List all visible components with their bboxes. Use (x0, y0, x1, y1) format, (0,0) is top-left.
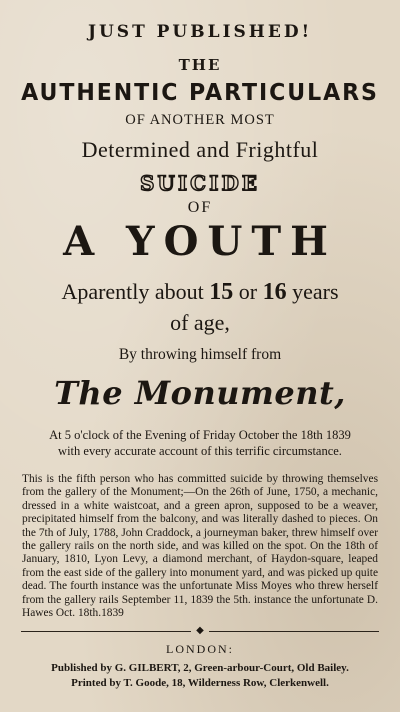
of-label: OF (187, 199, 213, 216)
age-number-16: 16 (262, 279, 287, 305)
imprint-published-by: Published by G. GILBERT, 2, Green-arbour-Court, Old Bailey. (51, 662, 349, 675)
divider-ornament-icon: ◆ (196, 625, 204, 637)
body-paragraph: This is the fifth person who has committed suicide by throwing themselves from the gallery of the Monument;—On the 26th of June, 1750, a mechanic, dressed in a white waistcoat, and a green apron, supposed to be a weaver, precipitated himself from the balcony, and was literally dashed to pieces. On the 7th of July, 1788, John Craddock, a journeyman baker, threw himself over the gallery rails on the north side, and was killed on the spot. On the 18th of January, 1810, Lyon Levy, a diamond merchant, of Haydon-square, leaped from the east side of the gallery into monument yard, and was picked up quite dead. The fourth instance was the unfortunate Miss Moyes who threw herself from the gallery rails September 11, 1839 the 5th. instance the unfortunate D. Hawes Oct. 18th.1839 (22, 473, 378, 620)
header-just-published: JUST PUBLISHED! (87, 22, 313, 42)
age-number-15: 15 (209, 279, 234, 305)
the-label: THE (178, 56, 222, 74)
age-text-post: years (286, 279, 339, 304)
age-text-pre: Aparently about (61, 279, 210, 304)
time-line-2: with every accurate account of this terrific circumstance. (58, 444, 342, 458)
divider-right (209, 631, 379, 632)
by-throwing-line: By throwing himself from (118, 346, 282, 363)
age-line-2: of age, (170, 310, 230, 335)
imprint-printed-by: Printed by T. Goode, 18, Wilderness Row, Clerkenwell. (71, 677, 329, 690)
the-monument-heading: The Monument, (54, 374, 346, 412)
divider-rule (0, 625, 400, 637)
of-another-most: OF ANOTHER MOST (125, 112, 275, 128)
time-line-1: At 5 o'clock of the Evening of Friday October the 18th 1839 (49, 428, 351, 442)
a-youth-heading: A YOUTH (63, 218, 337, 265)
divider-left (21, 631, 191, 632)
suicide-heading: SUICIDE (139, 171, 261, 195)
headline-authentic-particulars: AUTHENTIC PARTICULARS (21, 80, 379, 106)
age-text-mid: or (233, 279, 263, 304)
age-line-1 (0, 279, 400, 306)
determined-and-frightful: Determined and Frightful (81, 137, 319, 162)
imprint-london: LONDON: (166, 642, 234, 657)
